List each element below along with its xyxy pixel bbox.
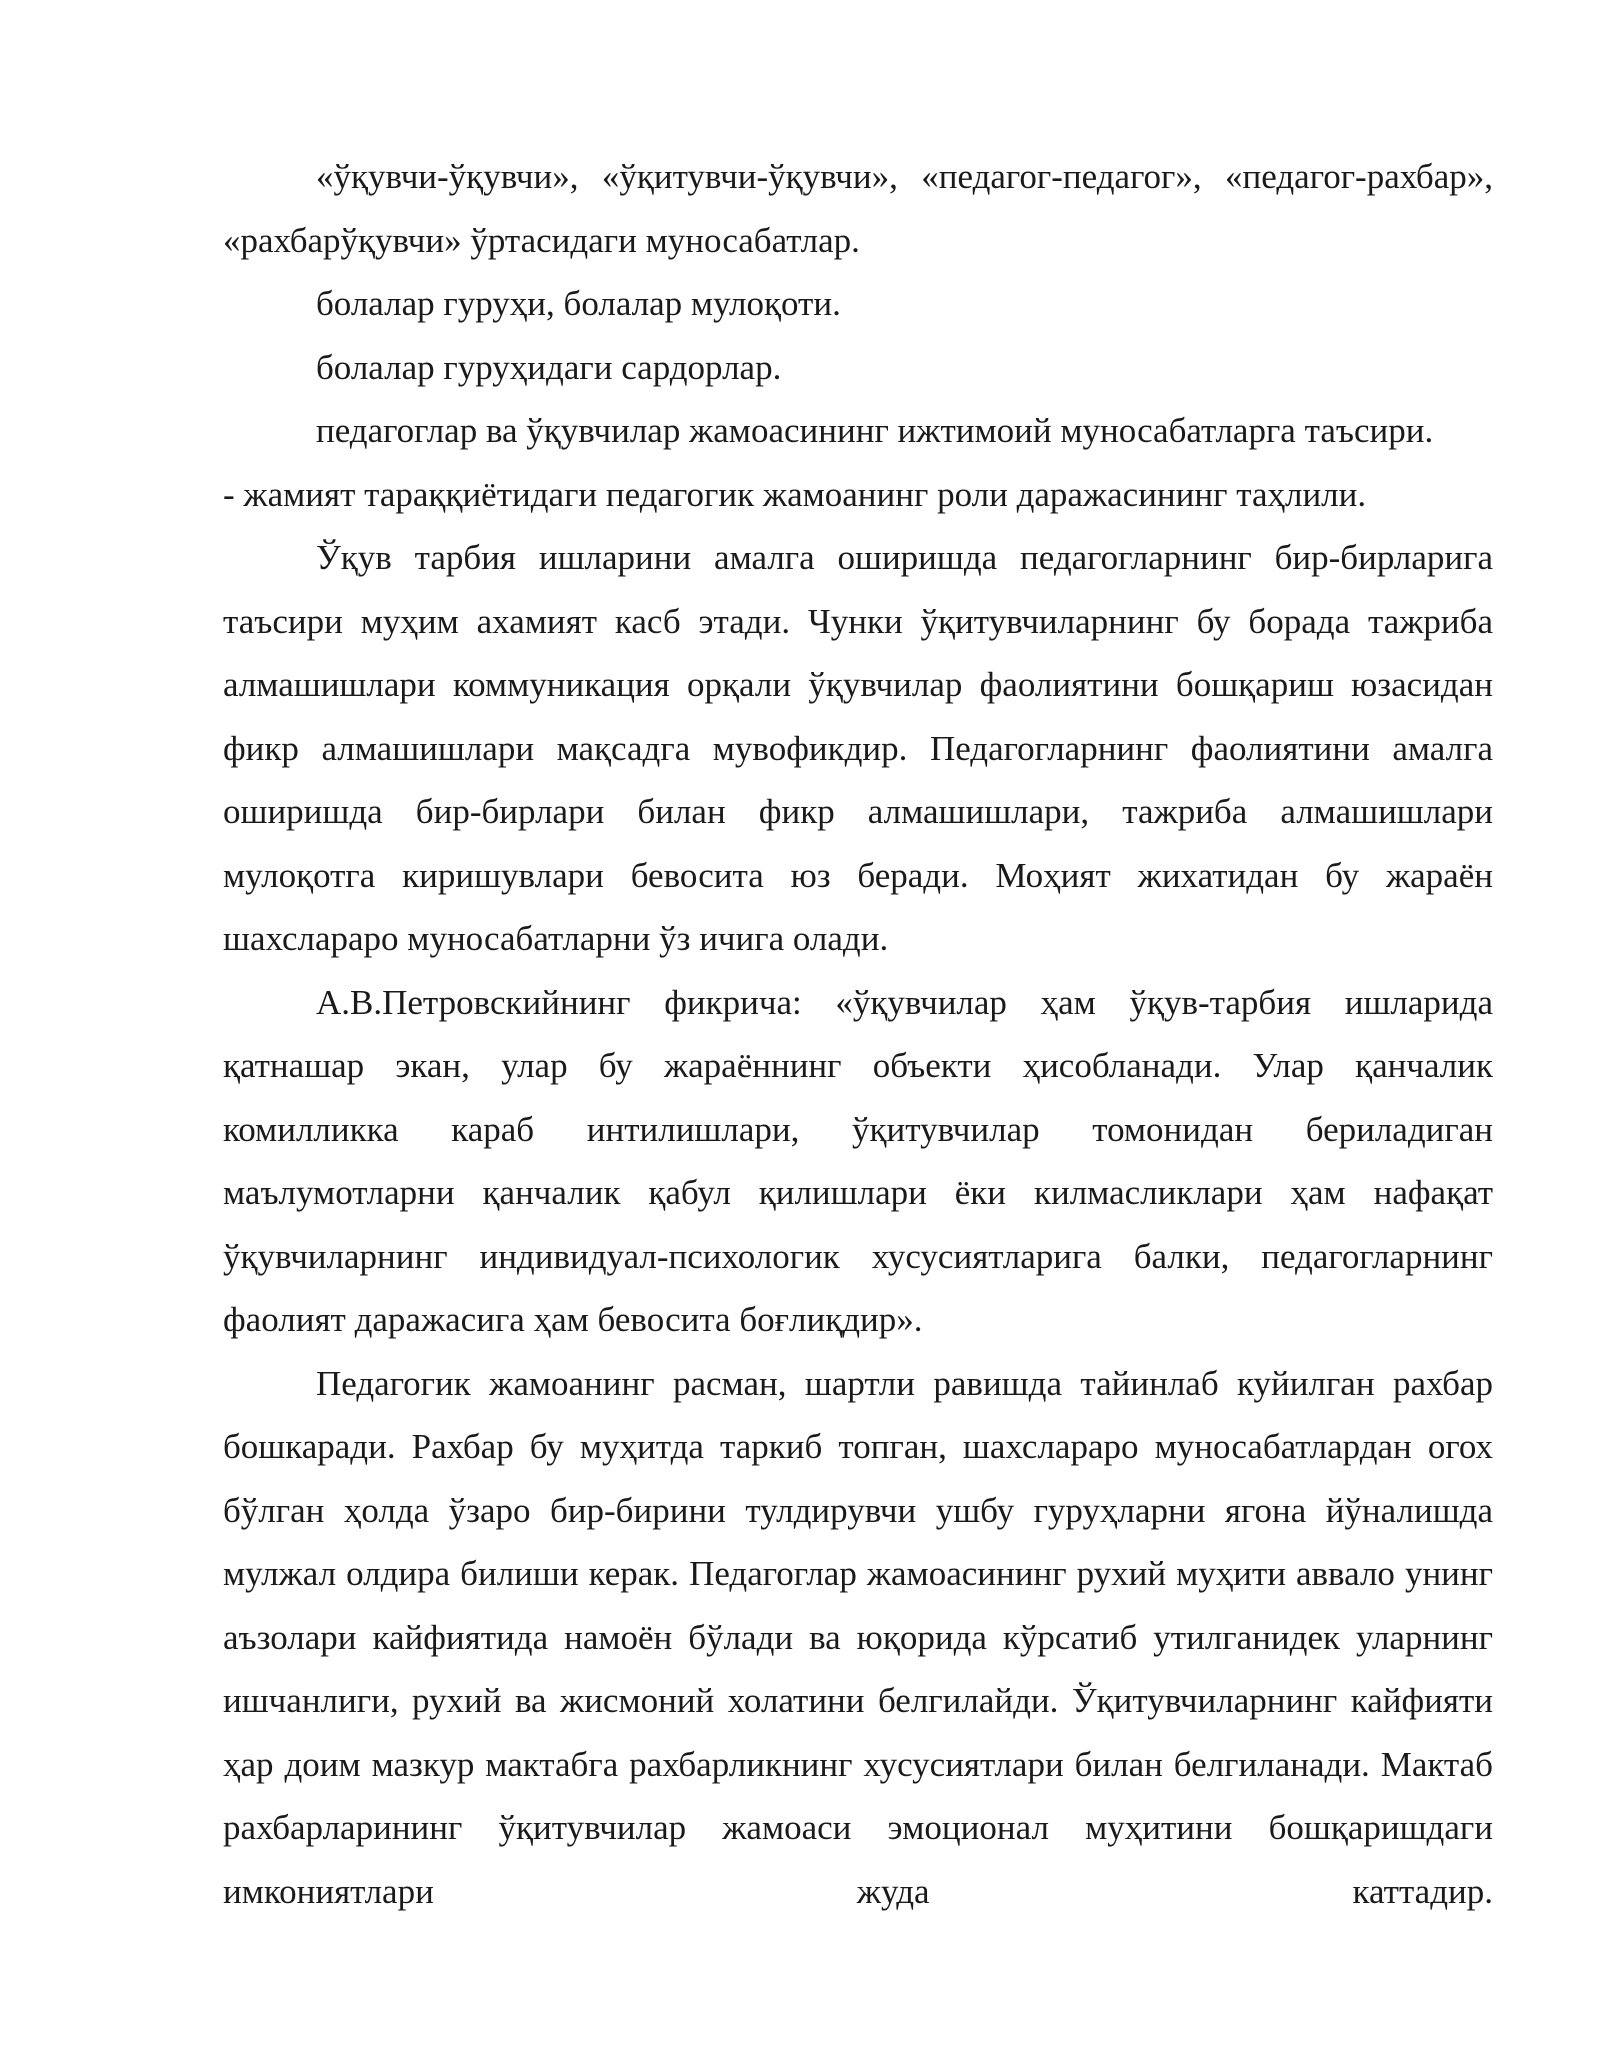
- document-page: [223, 145, 1493, 1923]
- paragraph-leadership: Педагогик жамоанинг расман, шартли равишда тайинлаб куйилган рахбар бошкаради. Рахбар бу муҳитда таркиб топган, шахслараро муносабатлардан огох бўлган ҳолда ўзаро бир-бирини тулдирувчи ушбу гуруҳларни ягона йўналишда мулжал олдира билиши керак. Педагоглар жамоасининг рухий муҳити аввало унинг аъзолари кайфиятида намоён бўлади ва юқорида кўрсатиб утилганидек уларнинг ишчанлиги, рухий ва жисмоний холатини белгилайди. Ўқитувчиларнинг кайфияти ҳар доим мазкур мактабга рахбарликнинг хусусиятлари билан белгиланади. Мактаб рахбарларининг ўқитувчилар жамоаси эмоционал муҳитини бошқаришдаги имкониятлари жуда каттадир.: [223, 1363, 1493, 1911]
- paragraph-society-role: - жамият тараққиётидаги педагогик жамоанинг роли даражасининг таҳлили.: [223, 474, 1367, 514]
- paragraph-teacher-interaction: Ўқув тарбия ишларини амалга оширишда педагогларнинг бир-бирларига таъсири муҳим ахамият касб этади. Чунки ўқитувчиларнинг бу борада тажриба алмашишлари коммуникация орқали ўқувчилар фаолиятини бошқариш юзасидан фикр алмашишлари мақсадга мувофикдир. Педагогларнинг фаолиятини амалга оширишда бир-бирлари билан фикр алмашишлари, тажриба алмашишлари мулоқотга киришувлари бевосита юз беради. Моҳият жихатидан бу жараён шахслараро муносабатларни ўз ичига олади.: [223, 538, 1493, 958]
- paragraph-group-leaders: болалар гуруҳидаги сардорлар.: [316, 347, 782, 387]
- paragraph-children-group: болалар гуруҳи, болалар мулоқоти.: [316, 284, 841, 323]
- paragraph-relations-list: «ўқувчи-ўқувчи», «ўқитувчи-ўқувчи», «педагог-педагог», «педагог-рахбар», «рахбарўқувчи» ўртасидаги муносабатлар.: [223, 157, 1493, 260]
- paragraph-collective-influence: педагоглар ва ўқувчилар жамоасининг ижтимоий муносабатларга таъсири.: [316, 411, 1434, 450]
- paragraph-petrovsky-quote: А.В.Петровскийнинг фикрича: «ўқувчилар ҳам ўқув-тарбия ишларида қатнашар экан, улар бу жараённинг объекти ҳисобланади. Улар қанчалик комилликка караб интилишлари, ўқитувчилар томонидан бериладиган маълумотларни қанчалик қабул қилишлари ёки килмасликлари ҳам нафақат ўқувчиларнинг индивидуал-психологик хусусиятларига балки, педагогларнинг фаолият даражасига ҳам бевосита боғлиқдир».: [223, 982, 1493, 1339]
